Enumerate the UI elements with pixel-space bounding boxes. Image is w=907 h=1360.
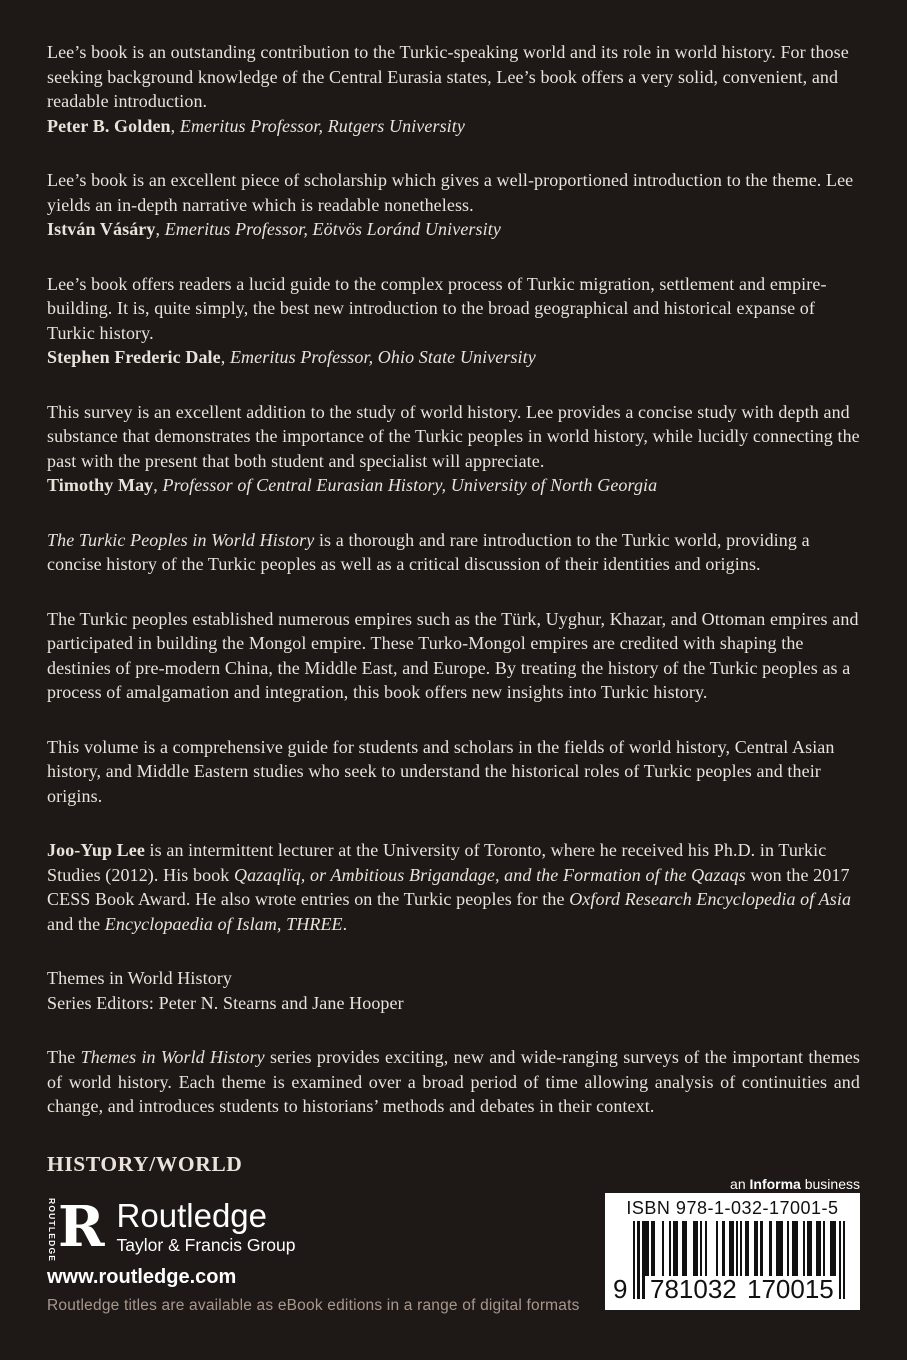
publisher-tagline: Taylor & Francis Group xyxy=(116,1235,296,1255)
publisher-website: www.routledge.com xyxy=(47,1266,237,1288)
text-block: Joo-Yup Lee is an intermittent lecturer at the University of Toronto, where he received his Ph.D. in Turkic Studies (2012). His book Qazaqlïq, or Ambitious Brigandage, and the Formation of the Qazaqs won the 2017 CESS Book Award. He also wrote entries on the Turkic peoples for the Oxford Research Encyclopedia of Asia and the Encyclopaedia of Islam, THREE. xyxy=(47,840,852,934)
routledge-logo xyxy=(47,1194,296,1289)
routledge-r-icon: R xyxy=(58,1194,105,1260)
text-block: István Vásáry, Emeritus Professor, Eötvös Loránd University xyxy=(47,219,501,239)
text-block: Lee’s book offers readers a lucid guide to the complex process of Turkic migration, settlement and empire-building. It is, quite simply, the best new introduction to the broad geographical and historical expanse of Turkic history. xyxy=(47,273,827,343)
text-block: This survey is an excellent addition to the study of world history. Lee provides a concise study with depth and substance that demonstrates the importance of the Turkic peoples in world history, while lucidly connecting the past with the present that both student and specialist will appreciate. xyxy=(47,401,860,471)
barcode-digits xyxy=(615,1276,850,1302)
text-block: The Themes in World History series provides exciting, new and wide-ranging surveys of the important themes of world history. Each theme is examined over a broad period of time allowing analysis of continuities and change, and introduces students to historians’ methods and debates in their context. xyxy=(47,1047,860,1116)
barcode-image xyxy=(613,1221,850,1304)
text-blocks xyxy=(47,40,860,1119)
informa-business-label xyxy=(730,1176,860,1192)
informa-prefix: an xyxy=(730,1176,750,1192)
text-block: The Turkic peoples established numerous empires such as the Türk, Uyghur, Khazar, and Ottoman empires and participated in building the Mongol empire. These Turko-Mongol empires are credited with shaping the destinies of pre-modern China, the Middle East, and Europe. By treating the history of the Turkic peoples as a process of amalgamation and integration, this book offers new insights into Turkic history. xyxy=(47,608,859,702)
text-block: Lee’s book is an outstanding contribution to the Turkic-speaking world and its role in world history. For those seeking background knowledge of the Central Eurasia states, Lee’s book offers a very solid, convenient, and readable introduction. xyxy=(47,42,849,111)
informa-name: Informa xyxy=(749,1176,801,1192)
text-block: Themes in World History xyxy=(47,968,232,988)
ebook-availability-note: Routledge titles are available as eBook editions in a range of digital formats xyxy=(47,1297,580,1314)
isbn-label: ISBN 978-1-032-17001-5 xyxy=(626,1198,839,1218)
text-block: Peter B. Golden, Emeritus Professor, Rutgers University xyxy=(47,115,465,136)
barcode-digit-group2: 170015 xyxy=(742,1276,839,1302)
text-block: The Turkic Peoples in World History is a thorough and rare introduction to the Turkic world, providing a concise history of the Turkic peoples as well as a critical discussion of their identities and origins. xyxy=(47,529,810,574)
informa-suffix: business xyxy=(800,1176,860,1192)
routledge-vertical-text: ROUTLEDGE xyxy=(47,1198,57,1263)
isbn-barcode xyxy=(605,1193,860,1310)
routledge-logo-mark-icon xyxy=(47,1194,105,1263)
text-block: Lee’s book is an excellent piece of scholarship which gives a well-proportioned introduction to the theme. Lee yields an in-depth narrative which is readable nonetheless. xyxy=(47,170,854,215)
text-block: This volume is a comprehensive guide for students and scholars in the fields of world history, Central Asian history, and Middle Eastern studies who seek to understand the historical roles of Turkic peoples and their origins. xyxy=(47,736,835,806)
publisher-name: Routledge xyxy=(116,1197,267,1234)
category-label: HISTORY/WORLD xyxy=(47,1152,243,1176)
barcode-digit-lead: 9 xyxy=(613,1274,628,1304)
text-block: Series Editors: Peter N. Stearns and Jane Hooper xyxy=(47,992,404,1013)
text-block: Timothy May, Professor of Central Eurasian History, University of North Georgia xyxy=(47,475,658,495)
text-block: Stephen Frederic Dale, Emeritus Professor, Ohio State University xyxy=(47,347,536,367)
routledge-logo-text xyxy=(117,1198,296,1256)
barcode-digit-group1: 781032 xyxy=(645,1276,742,1302)
